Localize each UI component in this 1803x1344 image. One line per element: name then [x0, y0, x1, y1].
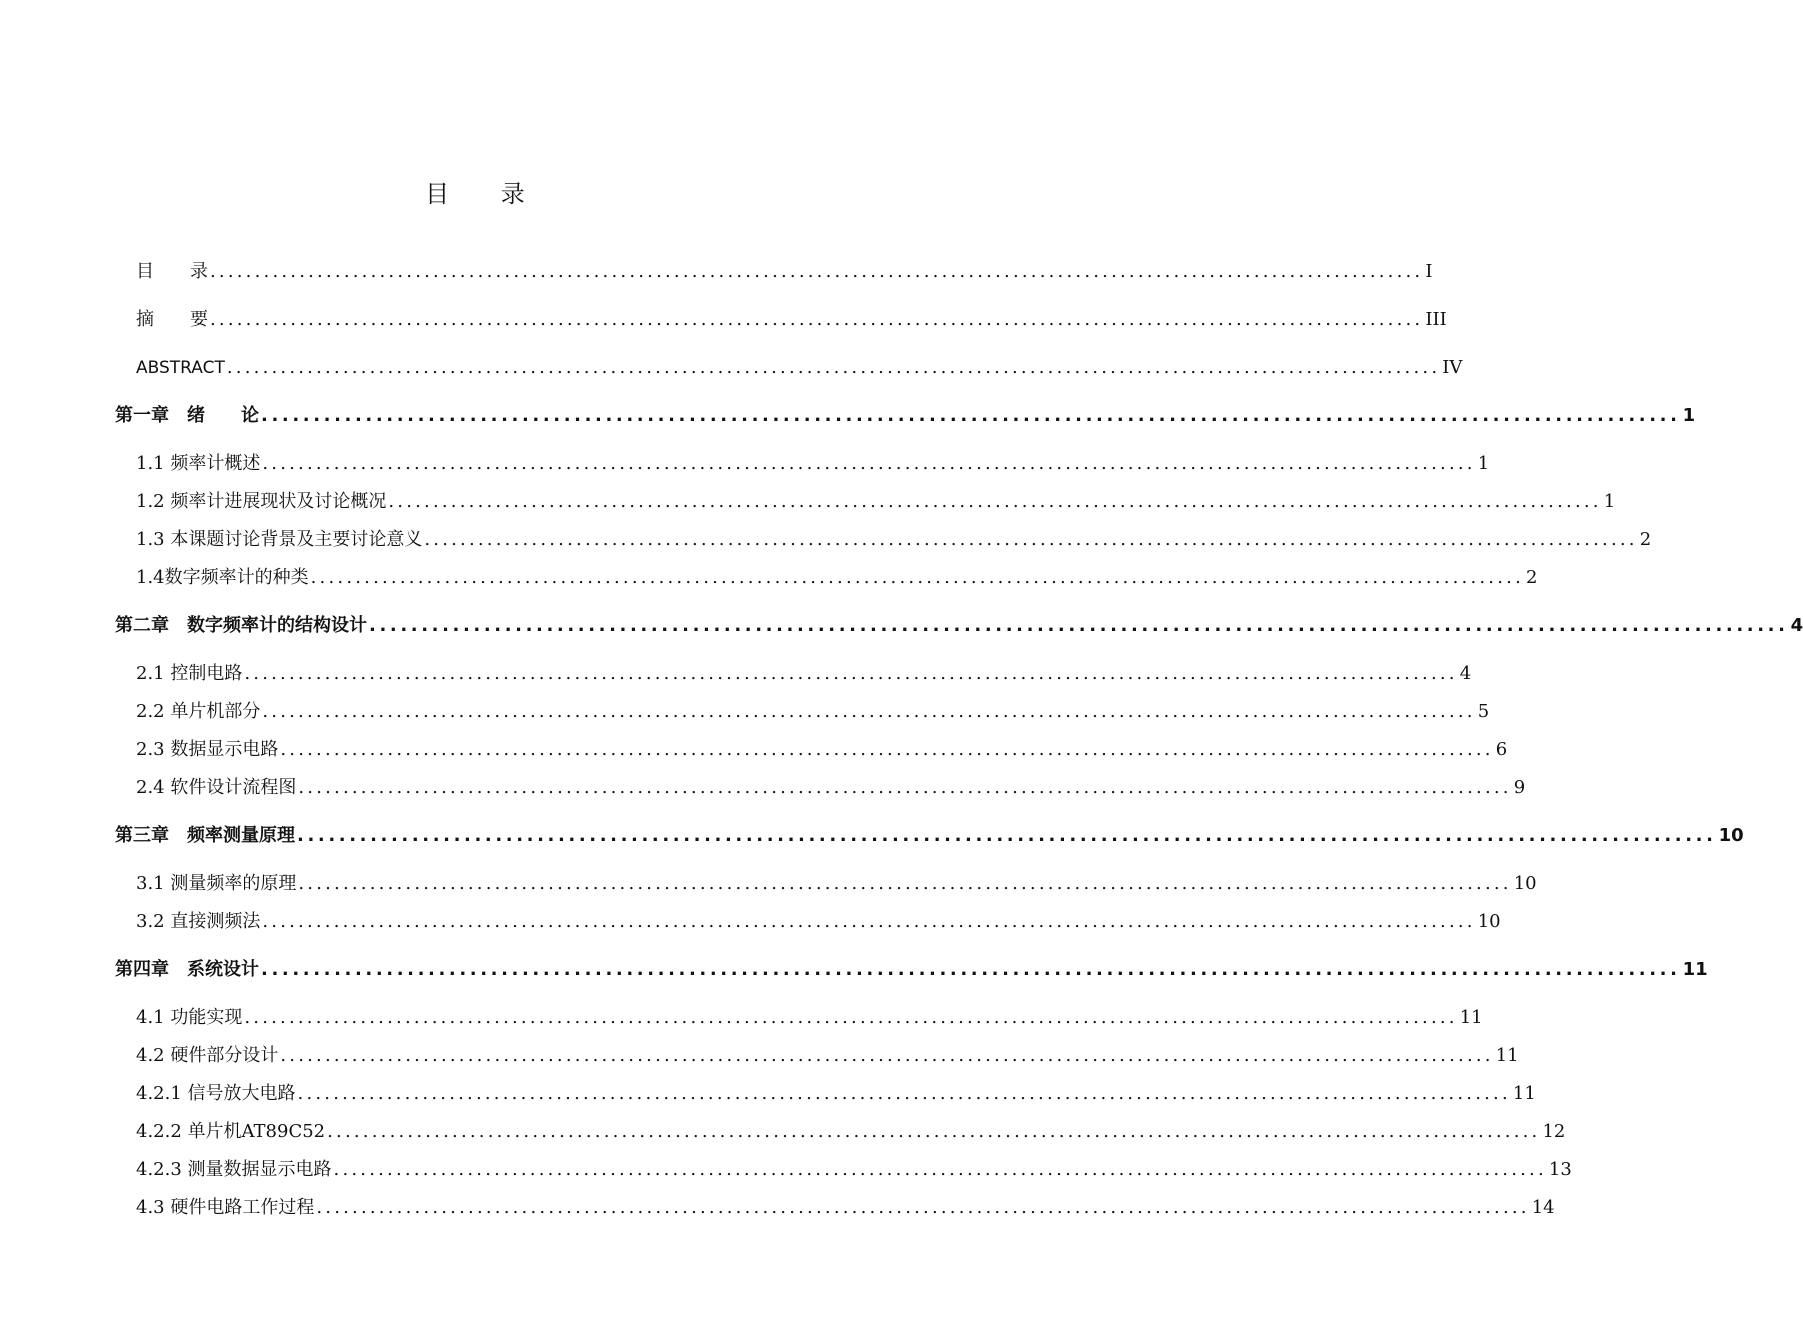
- toc-entry-label: 1.2 频率计进展现状及讨论概况: [136, 491, 387, 512]
- toc-entry-label: 2.4 软件设计流程图: [136, 777, 297, 798]
- dot-leader: ........................................................................................................................................: [262, 701, 1476, 722]
- dot-leader: ........................................................................................................................................: [280, 1045, 1494, 1066]
- toc-entry-page: 2: [1526, 567, 1538, 588]
- dot-leader: ........................................................................................................................................: [280, 739, 1494, 760]
- toc-entry-page: III: [1425, 309, 1447, 330]
- toc-chapter-1[interactable]: [115, 402, 1696, 430]
- dot-leader: ........................................................................................................................................: [297, 1083, 1511, 1104]
- toc-entry-page: 14: [1531, 1197, 1555, 1218]
- toc-entry-page: 10: [1718, 825, 1744, 846]
- toc-entry-page: 4: [1459, 663, 1472, 684]
- toc-entry-page: 10: [1513, 873, 1537, 894]
- toc-section-1-2[interactable]: [136, 488, 1616, 516]
- toc-entry-label: 1.4数字频率计的种类: [136, 567, 309, 588]
- toc-entry-page: 5: [1477, 701, 1490, 722]
- toc-section-1-4[interactable]: [136, 564, 1538, 592]
- toc-entry-page: 11: [1682, 959, 1708, 980]
- toc-section-4-1[interactable]: [136, 1004, 1483, 1032]
- dot-leader: ........................................................................................................................................: [388, 491, 1602, 512]
- toc-entry-label: 第一章 绪 论: [115, 405, 259, 426]
- toc-section-4-3[interactable]: [136, 1194, 1555, 1222]
- dot-leader: ........................................................................................................................................: [369, 615, 1789, 636]
- toc-section-3-1[interactable]: [136, 870, 1537, 898]
- dot-leader: ........................................................................................................................................: [327, 1121, 1541, 1142]
- toc-entry-label: 4.3 硬件电路工作过程: [136, 1197, 315, 1218]
- toc-entry-label: 2.3 数据显示电路: [136, 739, 279, 760]
- dot-leader: ........................................................................................................................................: [244, 663, 1458, 684]
- toc-entry-page: 4: [1790, 615, 1803, 636]
- toc-entry-label: 3.1 测量频率的原理: [136, 873, 297, 894]
- toc-section-2-4[interactable]: [136, 774, 1526, 802]
- toc-entry-page: 9: [1513, 777, 1526, 798]
- toc-section-4-2-1[interactable]: [136, 1080, 1536, 1108]
- toc-entry-page: 6: [1495, 739, 1508, 760]
- page-title: 目 录: [425, 180, 547, 208]
- dot-leader: ........................................................................................................................................: [261, 959, 1681, 980]
- toc-section-3-2[interactable]: [136, 908, 1501, 936]
- toc-chapter-2[interactable]: [115, 612, 1803, 640]
- toc-entry-label: 1.3 本课题讨论背景及主要讨论意义: [136, 529, 423, 550]
- toc-entry-label: 摘 要: [136, 309, 208, 330]
- toc-entry-label: 第三章 频率测量原理: [115, 825, 295, 846]
- dot-leader: ........................................................................................................................................: [261, 405, 1681, 426]
- toc-entry-label: 1.1 频率计概述: [136, 453, 261, 474]
- toc-entry-page: 11: [1459, 1007, 1483, 1028]
- dot-leader: ........................................................................................................................................: [424, 529, 1638, 550]
- toc-entry-label: 2.1 控制电路: [136, 663, 243, 684]
- toc-entry-abstract-cn[interactable]: [136, 306, 1447, 334]
- dot-leader: ........................................................................................................................................: [210, 309, 1424, 330]
- toc-section-4-2-2[interactable]: [136, 1118, 1566, 1146]
- toc-entry-label: 4.2.2 单片机AT89C52: [136, 1121, 326, 1142]
- dot-leader: ........................................................................................................................................: [298, 873, 1512, 894]
- toc-section-1-3[interactable]: [136, 526, 1652, 554]
- toc-entry-label: ABSTRACT: [136, 358, 225, 378]
- dot-leader: ........................................................................................................................................: [297, 825, 1717, 846]
- dot-leader: ........................................................................................................................................: [310, 567, 1524, 588]
- toc-entry-label: 4.1 功能实现: [136, 1007, 243, 1028]
- toc-entry-label: 4.2.3 测量数据显示电路: [136, 1159, 332, 1180]
- dot-leader: ........................................................................................................................................: [210, 261, 1424, 282]
- toc-entry-label: 第二章 数字频率计的结构设计: [115, 615, 367, 636]
- dot-leader: ........................................................................................................................................: [298, 777, 1512, 798]
- toc-section-2-3[interactable]: [136, 736, 1508, 764]
- toc-entry-abstract-en[interactable]: [136, 354, 1463, 382]
- toc-section-2-2[interactable]: [136, 698, 1490, 726]
- toc-entry-page: 2: [1639, 529, 1652, 550]
- toc-entry-label: 4.2.1 信号放大电路: [136, 1083, 296, 1104]
- toc-section-1-1[interactable]: [136, 450, 1490, 478]
- dot-leader: ........................................................................................................................................: [262, 453, 1476, 474]
- toc-entry-label: 4.2 硬件部分设计: [136, 1045, 279, 1066]
- toc-entry-page: 11: [1512, 1083, 1536, 1104]
- toc-entry-label: 第四章 系统设计: [115, 959, 259, 980]
- toc-entry-page: I: [1425, 261, 1433, 282]
- toc-entry-page: IV: [1442, 357, 1463, 378]
- toc-entry-page: 1: [1682, 405, 1696, 426]
- toc-entry-page: 13: [1548, 1159, 1572, 1180]
- toc-section-2-1[interactable]: [136, 660, 1472, 688]
- toc-entry-page: 12: [1542, 1121, 1566, 1142]
- toc-entry-page: 1: [1477, 453, 1490, 474]
- toc-entry-page: 10: [1477, 911, 1501, 932]
- toc-section-4-2-3[interactable]: [136, 1156, 1572, 1184]
- toc-entry-label: 目 录: [136, 261, 208, 282]
- toc-section-4-2[interactable]: [136, 1042, 1519, 1070]
- toc-entry-page: 11: [1495, 1045, 1519, 1066]
- dot-leader: ........................................................................................................................................: [244, 1007, 1458, 1028]
- toc-entry-label: 2.2 单片机部分: [136, 701, 261, 722]
- toc-chapter-4[interactable]: [115, 956, 1708, 984]
- dot-leader: ........................................................................................................................................: [226, 357, 1441, 378]
- toc-chapter-3[interactable]: [115, 822, 1744, 850]
- dot-leader: ........................................................................................................................................: [262, 911, 1476, 932]
- toc-entry-contents[interactable]: [136, 258, 1433, 286]
- toc-entry-label: 3.2 直接测频法: [136, 911, 261, 932]
- toc-entry-page: 1: [1603, 491, 1616, 512]
- dot-leader: ........................................................................................................................................: [333, 1159, 1547, 1180]
- dot-leader: ........................................................................................................................................: [316, 1197, 1530, 1218]
